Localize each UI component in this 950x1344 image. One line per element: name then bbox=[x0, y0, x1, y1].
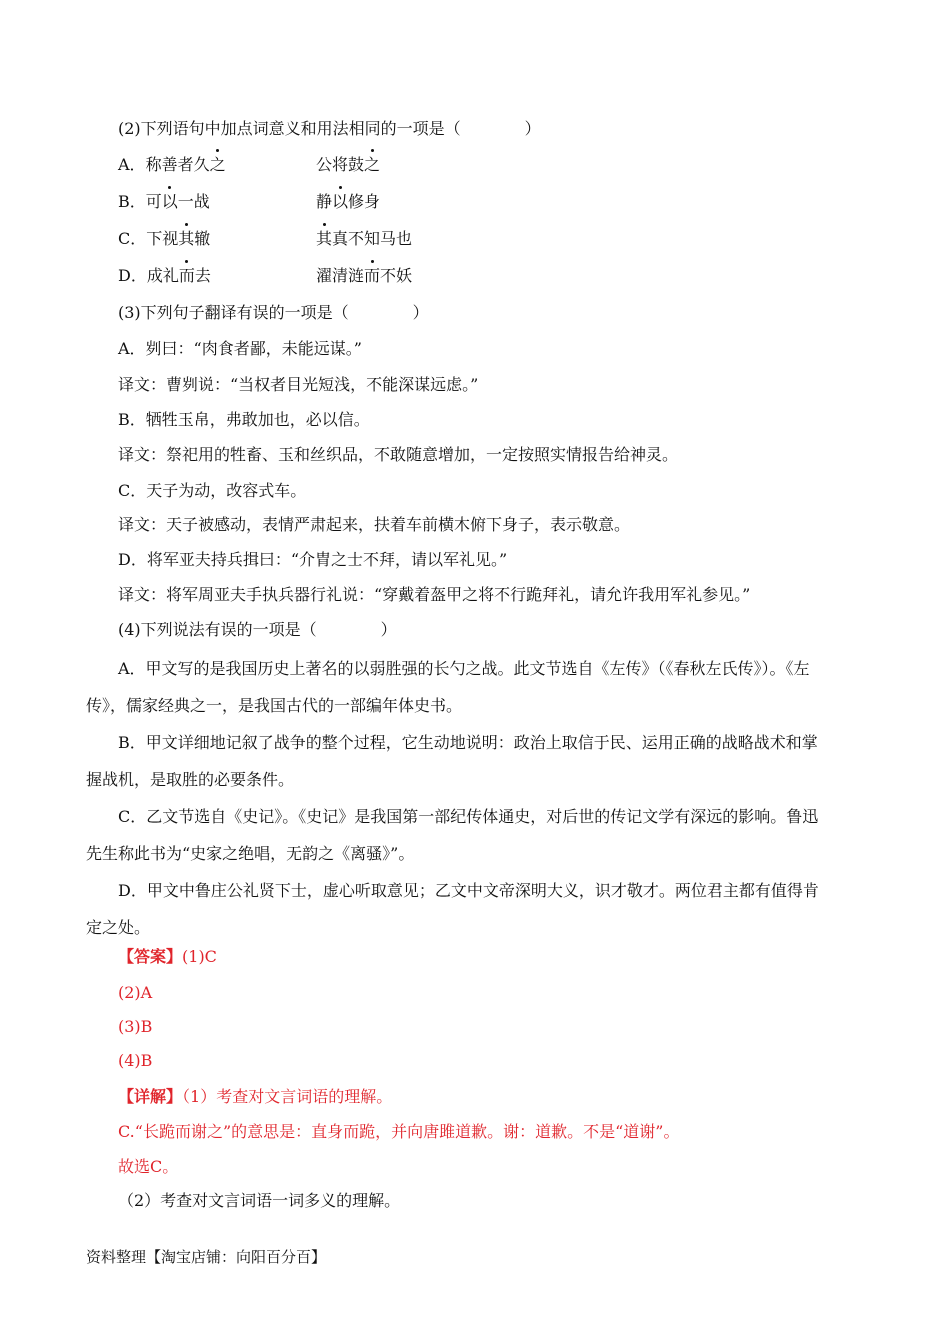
emphasis-dot: 之 bbox=[209, 155, 226, 174]
answer-4: (4)B bbox=[118, 1051, 153, 1070]
page-footer: 资料整理【淘宝店铺：向阳百分百】 bbox=[86, 1248, 327, 1266]
q3-option-a-translation: 译文：曹刿说：“当权者目光短浅，不能深谋远虑。” bbox=[118, 375, 479, 394]
q4-option-b: B．甲文详细地记叙了战争的整个过程，它生动地说明：政治上取信于民、运用正确的战略战术和掌握战机，是取胜的必要条件。 bbox=[86, 733, 818, 789]
q3-option-c-translation: 译文：天子被感动，表情严肃起来，扶着车前横木俯下身子，表示敬意。 bbox=[118, 515, 631, 534]
q2-option-b-second: 静以修身 bbox=[316, 192, 381, 211]
detail-line-1: 【详解】（1）考查对文言词语的理解。 bbox=[118, 1087, 393, 1106]
q2-option-d-second: 濯清涟而不妖 bbox=[316, 266, 413, 285]
emphasis-dot: 以 bbox=[332, 192, 349, 211]
emphasis-dot: 其 bbox=[178, 229, 195, 248]
detail-line-2: C.“长跪而谢之”的意思是：直身而跪，并向唐雎道歉。谢：道歉。不是“道谢”。 bbox=[118, 1122, 680, 1141]
q3-option-d: D．将军亚夫持兵揖曰：“介胄之士不拜，请以军礼见。” bbox=[118, 550, 508, 569]
q2-option-b: B．可以一战 bbox=[118, 192, 210, 211]
emphasis-dot: 之 bbox=[364, 155, 381, 174]
q2-stem: (2)下列语句中加点词意义和用法相同的一项是（ ） bbox=[118, 119, 541, 138]
q2-option-d: D．成礼而去 bbox=[118, 266, 211, 285]
answer-3: (3)B bbox=[118, 1017, 153, 1036]
q3-stem: (3)下列句子翻译有误的一项是（ ） bbox=[118, 303, 429, 322]
q3-option-b: B．牺牲玉帛，弗敢加也，必以信。 bbox=[118, 410, 370, 429]
q3-option-b-translation: 译文：祭祀用的牲畜、玉和丝织品，不敢随意增加，一定按照实情报告给神灵。 bbox=[118, 445, 679, 464]
detail-line-4: （2）考查对文言词语一词多义的理解。 bbox=[118, 1191, 401, 1210]
q3-option-a: A．刿曰：“肉食者鄙，未能远谋。” bbox=[118, 339, 362, 358]
q2-option-a: A．称善者久之 bbox=[118, 155, 226, 174]
q2-option-a-second: 公将鼓之 bbox=[316, 155, 381, 174]
q4-option-c: C．乙文节选自《史记》。《史记》是我国第一部纪传体通史，对后世的传记文学有深远的影响。鲁迅先生称此书为“史家之绝唱，无韵之《离骚》”。 bbox=[86, 807, 819, 863]
q3-option-c: C．天子为动，改容式车。 bbox=[118, 481, 307, 500]
q3-option-d-translation: 译文：将军周亚夫手执兵器行礼说：“穿戴着盔甲之将不行跪拜礼，请允许我用军礼参见。” bbox=[118, 585, 751, 604]
answer-label: 【答案】 bbox=[118, 947, 183, 966]
emphasis-dot: 而 bbox=[364, 266, 381, 285]
answer-1: (1)C bbox=[182, 947, 217, 966]
answer-line bbox=[118, 946, 217, 968]
q4-stem: (4)下列说法有误的一项是（ ） bbox=[118, 620, 397, 639]
emphasis-dot: 以 bbox=[161, 192, 178, 211]
q4-option-a: A．甲文写的是我国历史上著名的以弱胜强的长勺之战。此文节选自《左传》（《春秋左氏传》）。《左传》，儒家经典之一，是我国古代的一部编年体史书。 bbox=[86, 659, 810, 715]
emphasis-dot: 其 bbox=[316, 229, 333, 248]
detail-line-3: 故选C。 bbox=[118, 1157, 179, 1176]
q4-option-d: D．甲文中鲁庄公礼贤下士，虚心听取意见；乙文中文帝深明大义，识才敬才。两位君主都有值得肯定之处。 bbox=[86, 881, 819, 937]
emphasis-dot: 而 bbox=[178, 266, 195, 285]
answer-2: (2)A bbox=[118, 983, 153, 1002]
detail-label: 【详解】 bbox=[118, 1087, 183, 1106]
q2-option-c-second: 其真不知马也 bbox=[316, 229, 413, 248]
q2-option-c: C．下视其辙 bbox=[118, 229, 211, 248]
